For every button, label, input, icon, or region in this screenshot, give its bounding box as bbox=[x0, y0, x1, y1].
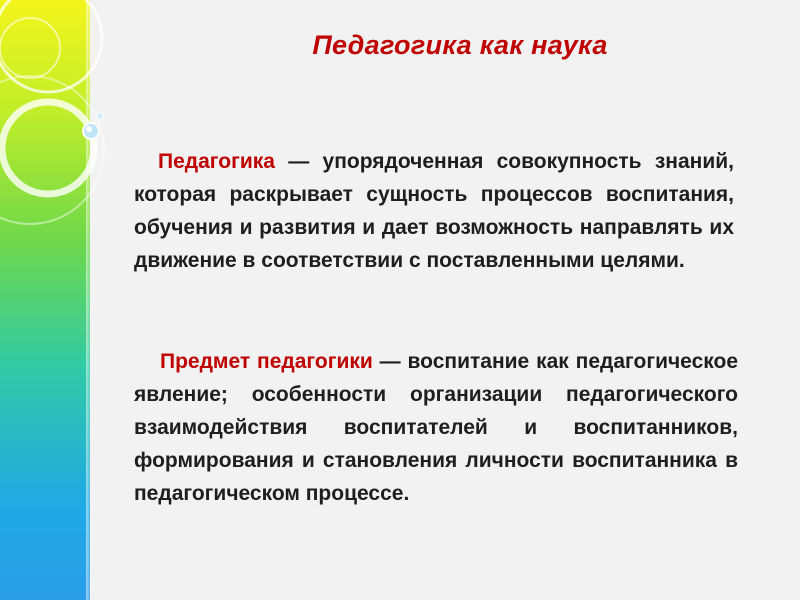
subject-term: Предмет педагогики bbox=[160, 350, 373, 373]
ring-middle bbox=[2, 102, 94, 194]
ring-top-inner bbox=[0, 18, 60, 78]
definition-term: Педагогика bbox=[158, 150, 275, 173]
definition-text: — упорядоченная совокупность знаний, которая раскрывает сущность процессов воспитания, обучения и развития и дает возможность направлять их движение в соответствии с поставленными целями. bbox=[134, 150, 734, 272]
subject-text: — воспитание как педагогическое явление; особенности организации педагогического взаимодействия воспитателей и воспитанников, формирования и становления личности воспитанника в педагогическом процессе. bbox=[134, 350, 739, 505]
bubble-large-highlight bbox=[86, 126, 92, 132]
definition-paragraph bbox=[134, 145, 734, 277]
slide-title: Педагогика как наука bbox=[312, 30, 608, 60]
subject-paragraph bbox=[134, 345, 738, 510]
bubble-small bbox=[97, 113, 104, 120]
ring-middle-outer bbox=[0, 76, 104, 224]
